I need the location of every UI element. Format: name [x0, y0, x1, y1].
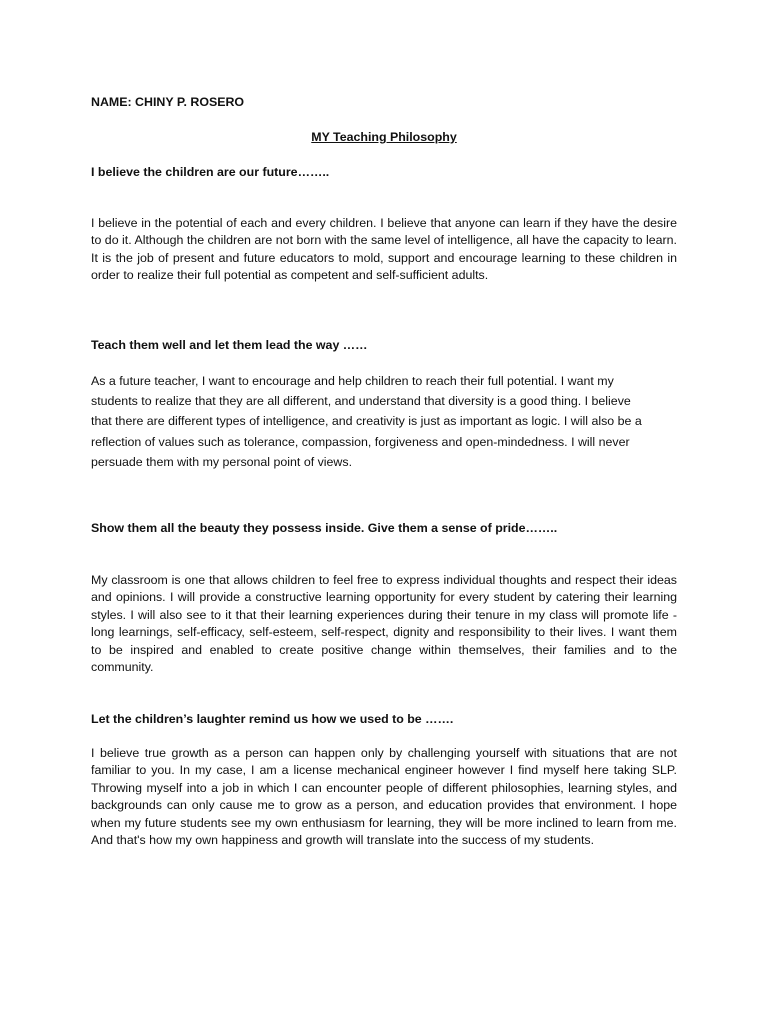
author-name-line: NAME: CHINY P. ROSERO	[91, 95, 245, 109]
section-4-heading: Let the children’s laughter remind us how we used to be …….	[91, 712, 454, 726]
section-1-body: I believe in the potential of each and every children. I believe that anyone can learn if they have the desire to do it. Although the children are not born with the same level of intelligence, all have the capacity to learn. It is the job of present and future educators to mold, support and encourage learning to these children in order to realize their full potential as competent and self-sufficient adults.	[91, 216, 677, 283]
section-3-body: My classroom is one that allows children to feel free to express individual thoughts and respect their ideas and opinions. I will provide a constructive learning opportunity for every student by catering their learning styles. I will also see to it that their learning experiences during their tenure in my class will promote life -long learnings, self-efficacy, self-esteem, self-respect, dignity and responsibility to their lives. I want them to be inspired and enabled to create positive change within themselves, their families and to the community.	[91, 573, 677, 675]
section-2-body: As a future teacher, I want to encourage and help children to reach their full potential. I want my students to realize that they are all different, and understand that diversity is a good thing. I believe that there are different types of intelligence, and creativity is just as important as logic. I will also be a reflection of values such as tolerance, compassion, forgiveness and open-mindedness. I will never persuade them with my personal point of views.	[91, 374, 642, 469]
section-4-body: I believe true growth as a person can happen only by challenging yourself with situations that are not familiar to you. In my case, I am a license mechanical engineer however I find myself here taking SLP. Throwing myself into a job in which I can encounter people of different philosophies, learning styles, and backgrounds can only cause me to grow as a person, and education provides that environment. I hope when my future students see my own enthusiasm for learning, they will be more inclined to learn from me. And that's how my own happiness and growth will translate into the success of my students.	[91, 746, 677, 848]
section-3-heading: Show them all the beauty they possess inside. Give them a sense of pride……..	[91, 521, 558, 535]
document-title: MY Teaching Philosophy	[311, 130, 457, 144]
section-1-heading: I believe the children are our future……..	[91, 165, 330, 179]
section-2-heading: Teach them well and let them lead the way ……	[91, 338, 368, 352]
